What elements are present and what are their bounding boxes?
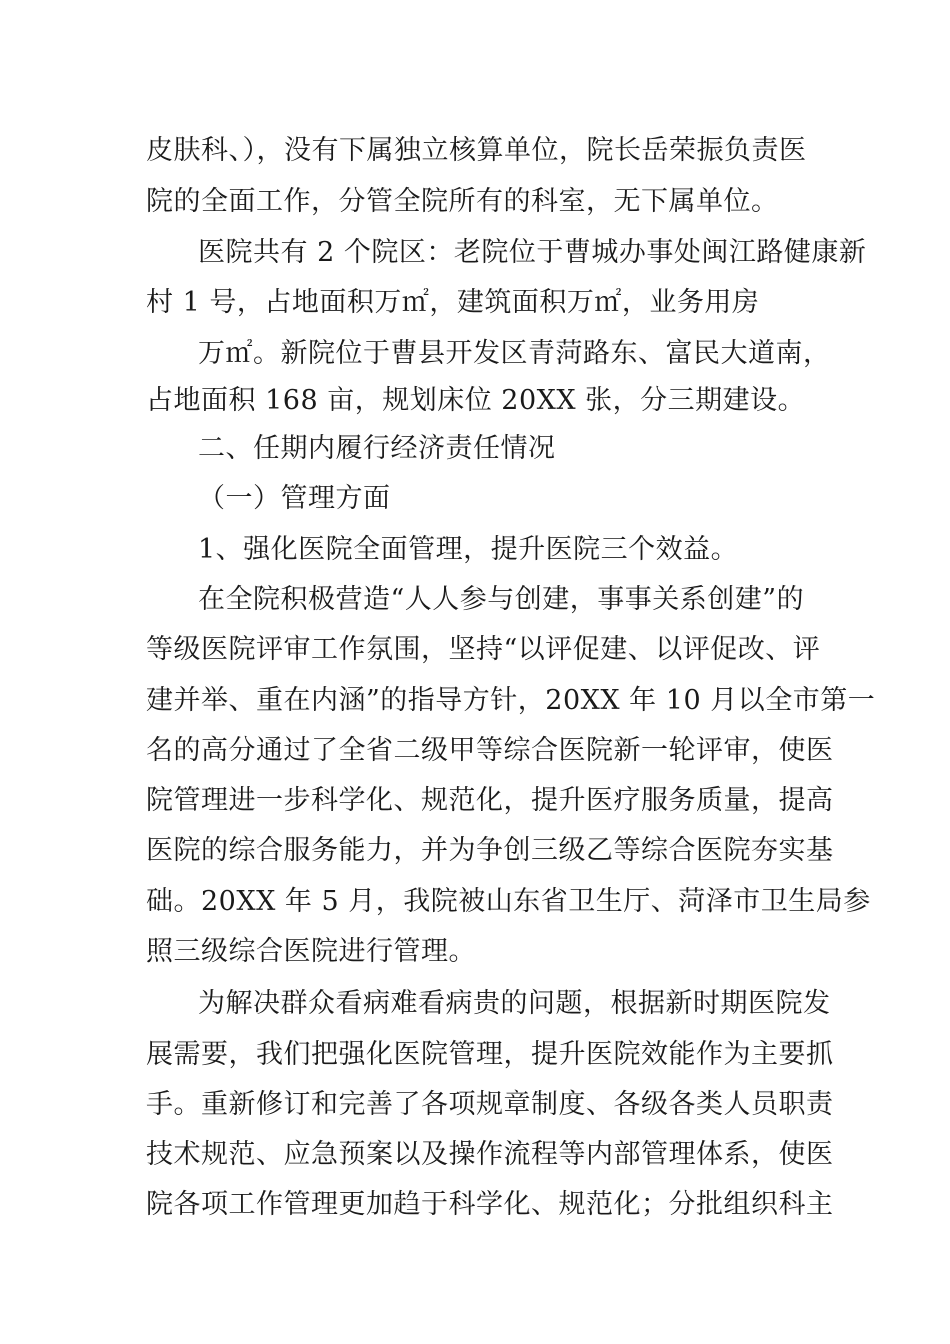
subsection-heading: （一）管理方面 bbox=[198, 483, 391, 514]
body-text-line: 手。重新修订和完善了各项规章制度、各级各类人员职责 bbox=[146, 1089, 834, 1120]
body-text-line: 村 1 号，占地面积万㎡，建筑面积万㎡，业务用房 bbox=[146, 287, 760, 318]
body-text-line: 础。20XX 年 5 月，我院被山东省卫生厅、菏泽市卫生局参 bbox=[146, 886, 871, 917]
body-text-line: 院管理进一步科学化、规范化，提升医疗服务质量，提高 bbox=[146, 785, 834, 816]
body-text-line: 院各项工作管理更加趋于科学化、规范化；分批组织科主 bbox=[146, 1189, 834, 1220]
body-text-line: 照三级综合医院进行管理。 bbox=[146, 936, 476, 967]
body-text-line: 名的高分通过了全省二级甲等综合医院新一轮评审，使医 bbox=[146, 735, 834, 766]
body-text-line: 建并举、重在内涵”的指导方针，20XX 年 10 月以全市第一 bbox=[146, 685, 876, 716]
body-text-line: 医院的综合服务能力，并为争创三级乙等综合医院夯实基 bbox=[146, 835, 834, 866]
section-heading: 二、任期内履行经济责任情况 bbox=[198, 433, 556, 464]
body-text-line: 技术规范、应急预案以及操作流程等内部管理体系，使医 bbox=[146, 1139, 834, 1170]
body-text-line: 为解决群众看病难看病贵的问题，根据新时期医院发 bbox=[198, 988, 831, 1019]
body-text-line: 占地面积 168 亩，规划床位 20XX 张，分三期建设。 bbox=[146, 385, 806, 416]
body-text-line: 院的全面工作，分管全院所有的科室，无下属单位。 bbox=[146, 186, 779, 217]
body-text-line: 万㎡。新院位于曹县开发区青菏路东、富民大道南， bbox=[198, 338, 831, 369]
body-text-line: 皮肤科、），没有下属独立核算单位，院长岳荣振负责医 bbox=[146, 135, 807, 166]
body-text-line: 在全院积极营造“人人参与创建，事事关系创建”的 bbox=[198, 584, 805, 615]
body-text-line: 医院共有 2 个院区：老院位于曹城办事处闽江路健康新 bbox=[198, 237, 867, 268]
item-heading: 1、强化医院全面管理，提升医院三个效益。 bbox=[198, 534, 739, 565]
body-text-line: 展需要，我们把强化医院管理，提升医院效能作为主要抓 bbox=[146, 1039, 834, 1070]
body-text-line: 等级医院评审工作氛围，坚持“以评促建、以评促改、评 bbox=[146, 634, 821, 665]
